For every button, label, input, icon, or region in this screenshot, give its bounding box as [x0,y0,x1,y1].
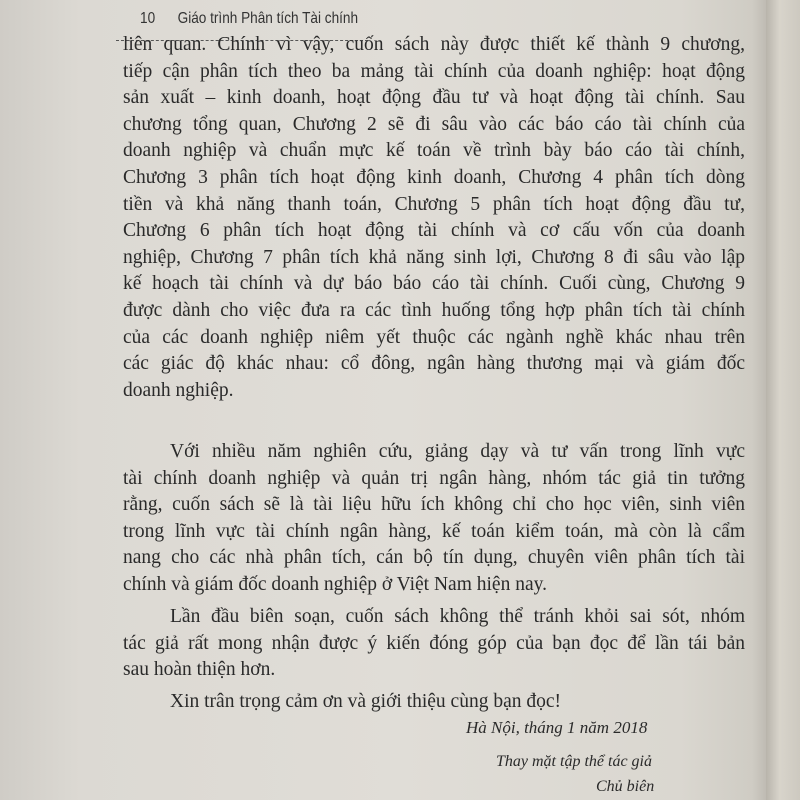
on-behalf: Thay mặt tập thể tác giả [496,753,652,770]
text-line: Lần đầu biên soạn, cuốn sách không thể tránh khỏi sai sót, nhóm [170,606,745,627]
text-line: liên quan. Chính vì vậy, cuốn sách này được thiết kế thành 9 chương, [123,34,745,55]
text-line: trong lĩnh vực tài chính ngân hàng, kế toán kiểm toán, mà còn là cẩm [123,520,745,542]
text-line: chương tổng quan, Chương 2 sẽ đi sâu vào các báo cáo tài chính của [123,113,745,135]
text-line: sau hoàn thiện hơn. [123,659,276,681]
text-line: rằng, cuốn sách sẽ là tài liệu hữu ích không chỉ cho học viên, sinh viên [123,494,745,516]
text-line: chính và giám đốc doanh nghiệp ở Việt Nam hiện nay. [123,574,547,595]
text-line: được dành cho việc đưa ra các tình huống tổng hợp phân tích tài chính [123,300,745,321]
text-line: tác giả rất mong nhận được ý kiến đóng góp của bạn đọc để lần tái bản [123,632,745,654]
book-title: Giáo trình Phân tích Tài chính [177,10,359,27]
text-line: nghiệp, Chương 7 phân tích khả năng sinh lợi, Chương 8 đi sâu vào lập [123,246,745,268]
page-number: 10 [140,10,156,27]
text-line: tài chính doanh nghiệp và quản trị ngân hàng, nhóm tác giả tin tưởng [123,467,745,489]
text-line: tiếp cận phân tích theo ba mảng tài chính của doanh nghiệp: hoạt động [123,60,745,82]
running-header [140,10,358,28]
text-line: nang cho các nhà phân tích, cán bộ tín dụng, chuyên viên phân tích tài [123,547,745,569]
text-line: doanh nghiệp và chuẩn mực kế toán về trình bày báo cáo tài chính, [123,140,745,162]
page-edge [766,0,800,800]
text-line: doanh nghiệp. [123,379,234,401]
text-line: Chương 6 phân tích hoạt động tài chính và cơ cấu vốn của doanh [123,220,745,242]
text-line: các giác độ khác nhau: cổ đông, ngân hàng thương mại và giám đốc [123,353,745,375]
text-line: tiền và khả năng thanh toán, Chương 5 phân tích hoạt động đầu tư, [123,193,745,215]
text-line: Chương 3 phân tích hoạt động kinh doanh, Chương 4 phân tích dòng [123,167,745,188]
text-line: kế hoạch tài chính và dự báo báo cáo tài chính. Cuối cùng, Chương 9 [123,273,745,295]
text-line: Với nhiều năm nghiên cứu, giảng dạy và tư vấn trong lĩnh vực [170,441,745,462]
text-line: Xin trân trọng cảm ơn và giới thiệu cùng bạn đọc! [170,691,562,712]
place-date: Hà Nội, tháng 1 năm 2018 [466,718,648,737]
text-line: sản xuất – kinh doanh, hoạt động đầu tư và hoạt động tài chính. Sau [123,87,745,109]
role: Chủ biên [596,778,655,795]
text-line: của các doanh nghiệp niêm yết thuộc các ngành nghề khác nhau trên [123,326,745,348]
